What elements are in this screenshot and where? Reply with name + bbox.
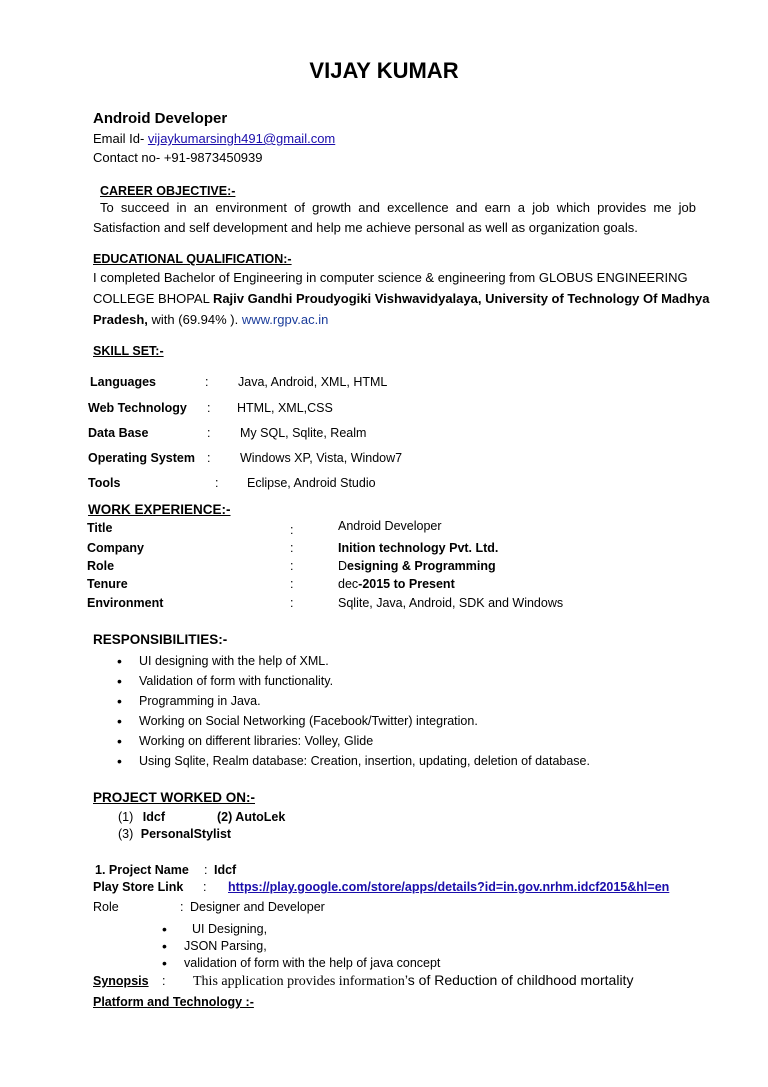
project1-name: Idcf bbox=[214, 863, 237, 877]
list-item: • Using Sqlite, Realm database: Creation, insertion, updating, deletion of database. bbox=[117, 752, 590, 772]
career-line-1: To succeed in an environment of growth and excellence and earn a job which provides me job bbox=[100, 200, 696, 215]
list-item: • JSON Parsing, bbox=[162, 938, 440, 955]
project1-sep: : bbox=[204, 863, 208, 877]
work-sep: : bbox=[290, 541, 294, 555]
college-name: COLLEGE BHOPAL bbox=[93, 291, 213, 306]
list-item: • Working on different libraries: Volley, Glide bbox=[117, 732, 590, 752]
work-label: Company bbox=[87, 541, 144, 555]
work-label: Tenure bbox=[87, 577, 128, 591]
skill-label: Data Base bbox=[88, 426, 149, 440]
synopsis-part-2: ’s of Reduction of childhood mortality bbox=[404, 972, 634, 988]
project-name: PersonalStylist bbox=[140, 827, 232, 841]
tenure-rest: -2015 to Present bbox=[358, 577, 455, 591]
role-label: Role bbox=[93, 900, 119, 914]
percentage: with (69.94% ). bbox=[147, 312, 242, 327]
project-list-1 bbox=[118, 810, 165, 824]
skill-label: Web Technology bbox=[88, 401, 187, 415]
work-value: Android Developer bbox=[338, 519, 442, 533]
education-line-1: I completed Bachelor of Engineering in computer science & engineering from GLOBUS ENGINEERING bbox=[93, 270, 688, 285]
email-label: Email Id- bbox=[93, 131, 145, 146]
skill-sep: : bbox=[215, 476, 219, 490]
job-role: Android Developer bbox=[93, 110, 228, 127]
work-value bbox=[338, 559, 496, 573]
skill-label: Languages bbox=[90, 375, 156, 389]
synopsis-part-1: This application provides information bbox=[193, 974, 405, 989]
list-item: • Validation of form with functionality. bbox=[117, 672, 590, 692]
career-heading: CAREER OBJECTIVE:- bbox=[100, 184, 236, 198]
platform-heading: Platform and Technology :- bbox=[93, 995, 254, 1009]
email-link[interactable]: vijaykumarsingh491@gmail.com bbox=[147, 131, 336, 146]
skill-value: HTML, XML,CSS bbox=[237, 401, 333, 415]
work-heading: WORK EXPERIENCE:- bbox=[88, 502, 231, 517]
role-rest: esigning & Programming bbox=[347, 559, 496, 573]
list-item: • Working on Social Networking (Facebook/Twitter) integration. bbox=[117, 712, 590, 732]
project-num: (1) bbox=[118, 810, 134, 824]
play-store-link[interactable]: https://play.google.com/store/apps/details?id=in.gov.nrhm.idcf2015&hl=en bbox=[228, 880, 670, 894]
work-label: Title bbox=[87, 521, 113, 535]
skill-sep: : bbox=[205, 375, 209, 389]
skill-value: Eclipse, Android Studio bbox=[247, 476, 376, 490]
work-value: Inition technology Pvt. Ltd. bbox=[338, 541, 499, 555]
role-value: Designer and Developer bbox=[190, 900, 325, 914]
synopsis-label: Synopsis bbox=[93, 974, 149, 988]
list-item: • validation of form with the help of java concept bbox=[162, 955, 440, 972]
store-label: Play Store Link bbox=[93, 880, 184, 894]
work-sep: : bbox=[290, 523, 294, 537]
university-website[interactable]: www.rgpv.ac.in bbox=[241, 312, 329, 327]
university-name: Rajiv Gandhi Proudyogiki Vishwavidyalaya, University of Technology Of Madhya bbox=[212, 291, 710, 306]
synopsis-sep: : bbox=[162, 974, 166, 988]
work-value: Sqlite, Java, Android, SDK and Windows bbox=[338, 596, 564, 610]
project-num: (3) bbox=[118, 827, 134, 841]
duties-list bbox=[162, 921, 440, 972]
projects-heading: PROJECT WORKED ON:- bbox=[93, 790, 255, 805]
project-name: Idcf bbox=[142, 810, 165, 824]
contact-line: Contact no- +91-9873450939 bbox=[93, 150, 263, 165]
skills-heading: SKILL SET:- bbox=[93, 344, 164, 358]
responsibilities-list bbox=[117, 652, 590, 772]
work-sep: : bbox=[290, 596, 294, 610]
project-list-2: (2) AutoLek bbox=[217, 810, 286, 824]
role-initial: D bbox=[338, 559, 348, 573]
resume-name: VIJAY KUMAR bbox=[309, 58, 459, 83]
career-line-2: Satisfaction and self development and help me achieve personal as well as organization goals. bbox=[93, 220, 638, 235]
education-line-3 bbox=[93, 312, 328, 327]
email-line bbox=[93, 131, 335, 146]
skill-sep: : bbox=[207, 426, 211, 440]
skill-sep: : bbox=[207, 401, 211, 415]
list-item: • UI designing with the help of XML. bbox=[117, 652, 590, 672]
responsibilities-heading: RESPONSIBILITIES:- bbox=[93, 632, 228, 647]
skill-value: Windows XP, Vista, Window7 bbox=[240, 451, 403, 465]
role-sep: : bbox=[180, 900, 184, 914]
list-item: • UI Designing, bbox=[162, 921, 440, 938]
work-label: Environment bbox=[87, 596, 164, 610]
work-sep: : bbox=[290, 577, 294, 591]
store-sep: : bbox=[203, 880, 207, 894]
project-list-3 bbox=[118, 827, 231, 841]
synopsis-text bbox=[193, 972, 633, 990]
education-heading: EDUCATIONAL QUALIFICATION:- bbox=[93, 252, 292, 266]
list-item: • Programming in Java. bbox=[117, 692, 590, 712]
work-value bbox=[338, 577, 455, 591]
tenure-month: dec bbox=[338, 577, 359, 591]
skill-value: My SQL, Sqlite, Realm bbox=[240, 426, 367, 440]
work-label: Role bbox=[87, 559, 115, 573]
skill-label: Operating System bbox=[88, 451, 195, 465]
state-name: Pradesh, bbox=[93, 312, 148, 327]
project1-label: 1. Project Name bbox=[95, 863, 189, 877]
skill-sep: : bbox=[207, 451, 211, 465]
education-line-2 bbox=[93, 291, 709, 306]
work-sep: : bbox=[290, 559, 294, 573]
skill-label: Tools bbox=[88, 476, 121, 490]
skill-value: Java, Android, XML, HTML bbox=[238, 375, 388, 389]
